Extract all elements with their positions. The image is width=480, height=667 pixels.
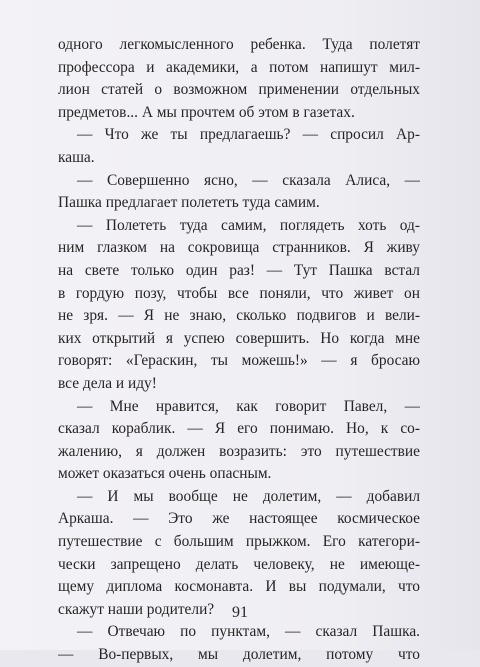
text-line: говорят: «Гераскин, ты можешь!» — я бросаю: [58, 352, 420, 370]
text-line: сказал кораблик. — Я его понимаю. Но, к со-: [58, 420, 420, 438]
text-line: — Что же ты предлагаешь? — спросил Ар-: [77, 126, 420, 144]
text-line: каша.: [58, 148, 95, 166]
text-line: может оказаться очень опасным.: [58, 465, 272, 483]
text-line: — И мы вообще не долетим, — добавил: [77, 487, 420, 505]
text-line: ним глазком на сокровища странников. Я живу: [58, 239, 420, 257]
text-line: — Мне нравится, как говорит Павел, —: [77, 397, 420, 415]
text-line: одного легкомысленного ребенка. Туда полетят: [58, 36, 420, 53]
text-line: не зря. — Я не знаю, сколько подвигов и вели-: [58, 307, 420, 325]
text-line: путешествие с большим прыжком. Его категори-: [58, 533, 420, 551]
text-line: профессора и академики, а потом напишут мил-: [58, 58, 420, 76]
text-line: щему диплома космонавта. И вы подумали, что: [58, 578, 420, 596]
text-line: — Совершенно ясно, — сказала Алиса, —: [77, 171, 420, 189]
text-line: лион статей о возможном применении отдельных: [58, 81, 420, 99]
text-line: все дела и иду!: [58, 374, 157, 392]
text-line: предметов... А мы прочтем об этом в газетах.: [58, 103, 355, 121]
text-line: Аркаша. — Это же настоящее космическое: [58, 510, 420, 528]
text-line: — Отвечаю по пунктам, — сказал Пашка.: [77, 623, 420, 641]
text-line: — Полететь туда самим, поглядеть хоть од-: [77, 216, 420, 234]
text-line: — Во-первых, мы долетим, потому что: [58, 646, 420, 664]
text-line: ких открытий я успею совершить. Но когда мне: [58, 329, 420, 347]
text-line: Пашка предлагает полететь туда самим.: [58, 194, 320, 212]
page-text: [58, 34, 420, 667]
text-line: чески запрещено делать человеку, не имеюще-: [58, 555, 420, 573]
text-line: в гордую позу, чтобы все поняли, что живет он: [58, 284, 420, 302]
text-line: скажут наши родители?: [58, 600, 215, 618]
text-line: жалению, я должен возразить: это путешествие: [58, 442, 420, 460]
page-number: 91: [232, 604, 248, 621]
text-line: на свете только один раз! — Тут Пашка встал: [58, 261, 420, 279]
